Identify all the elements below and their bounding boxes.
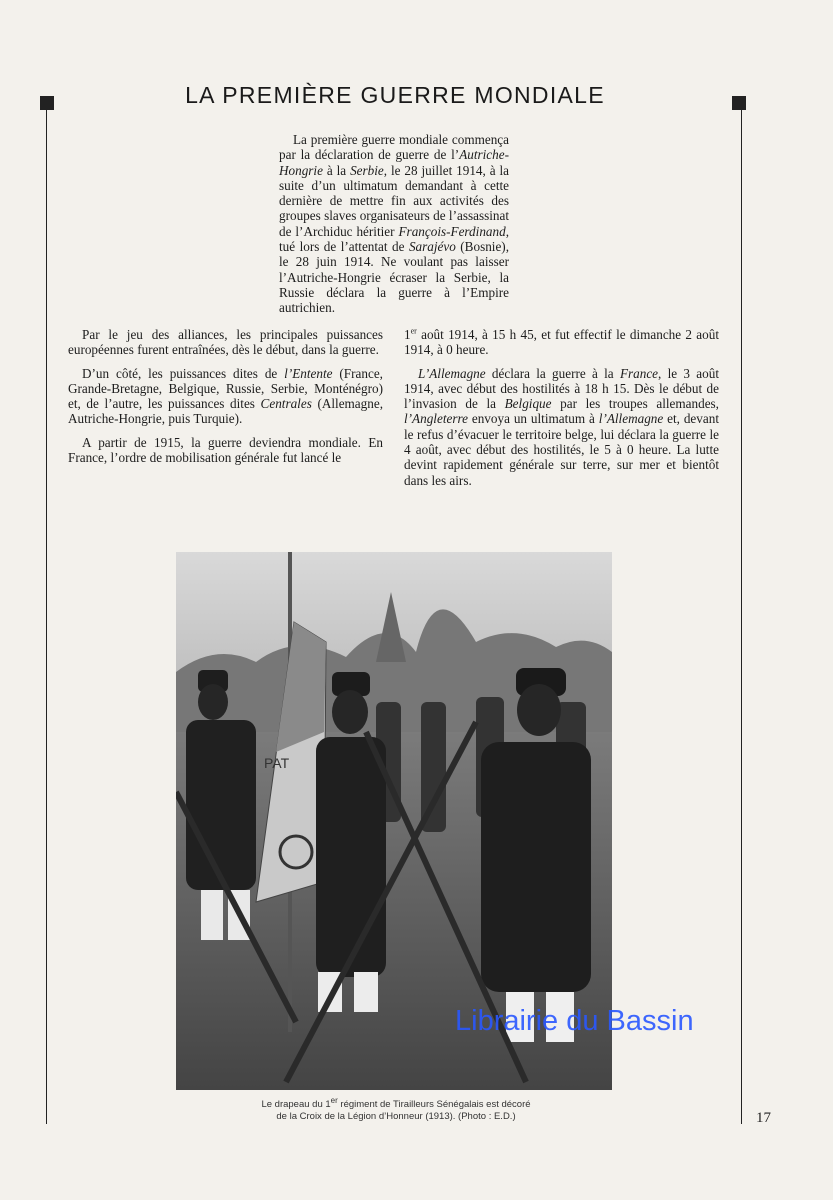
right-frame-rule bbox=[741, 104, 742, 1124]
watermark: Librairie du Bassin bbox=[455, 1005, 694, 1037]
left-paragraph: Par le jeu des alliances, les principales puissances européennes furent entraînées, dès le début, dans la guerre. bbox=[68, 327, 383, 358]
left-corner-marker bbox=[40, 96, 54, 110]
page-number: 17 bbox=[756, 1110, 771, 1126]
right-column bbox=[404, 327, 719, 496]
photo-caption: Le drapeau du 1er régiment de Tirailleurs Sénégalais est décoré de la Croix de la Légion d’Honneur (1913). (Photo : E.D.) bbox=[261, 1095, 531, 1122]
left-frame-rule bbox=[46, 104, 47, 1124]
intro-paragraph: La première guerre mondiale commença par la déclaration de guerre de l’Autriche-Hongrie à la Serbie, le 28 juillet 1914, à la suite d’un ultimatum demandant à cette dernière de mettre fin aux activités des groupes slaves organisateurs de l’assassinat de l’Archiduc héritier François-Ferdinand, tué lors de l’attentat de Sarajévo (Bosnie), le 28 juin 1914. Ne voulant pas laisser l’Autriche-Hongrie écraser la Serbie, la Russie déclara la guerre à l’Empire autrichien. bbox=[279, 132, 510, 316]
right-corner-marker bbox=[732, 96, 746, 110]
left-column bbox=[68, 327, 383, 473]
right-paragraph: L’Allemagne déclara la guerre à la France, le 3 août 1914, avec début des hostilités à 18 h 15. Dès le début de l’invasion de la Belgique par les troupes allemandes, l’Angleterre envoya un ultimatum à l’Allemagne et, devant le refus d’évacuer le territoire belge, lui déclara la guerre le 4 août, avec début des hostilités, le 5 à 0 heure. La lutte devint rapidement générale sur terre, sur mer et bientôt dans les airs. bbox=[404, 365, 719, 488]
flag-text: PAT bbox=[264, 755, 290, 771]
left-paragraph: D’un côté, les puissances dites de l’Entente (France, Grande-Bretagne, Belgique, Russie, Serbie, Monténégro) et, de l’autre, les puissances dites Centrales (Allemagne, Autriche-Hongrie, puis Turquie). bbox=[68, 365, 383, 427]
left-paragraph: A partir de 1915, la guerre deviendra mondiale. En France, l’ordre de mobilisation générale fut lancé le bbox=[68, 434, 383, 466]
page-title: LA PREMIÈRE GUERRE MONDIALE bbox=[185, 82, 605, 108]
right-paragraph: 1er août 1914, à 15 h 45, et fut effectif le dimanche 2 août 1914, à 0 heure. bbox=[404, 326, 719, 358]
